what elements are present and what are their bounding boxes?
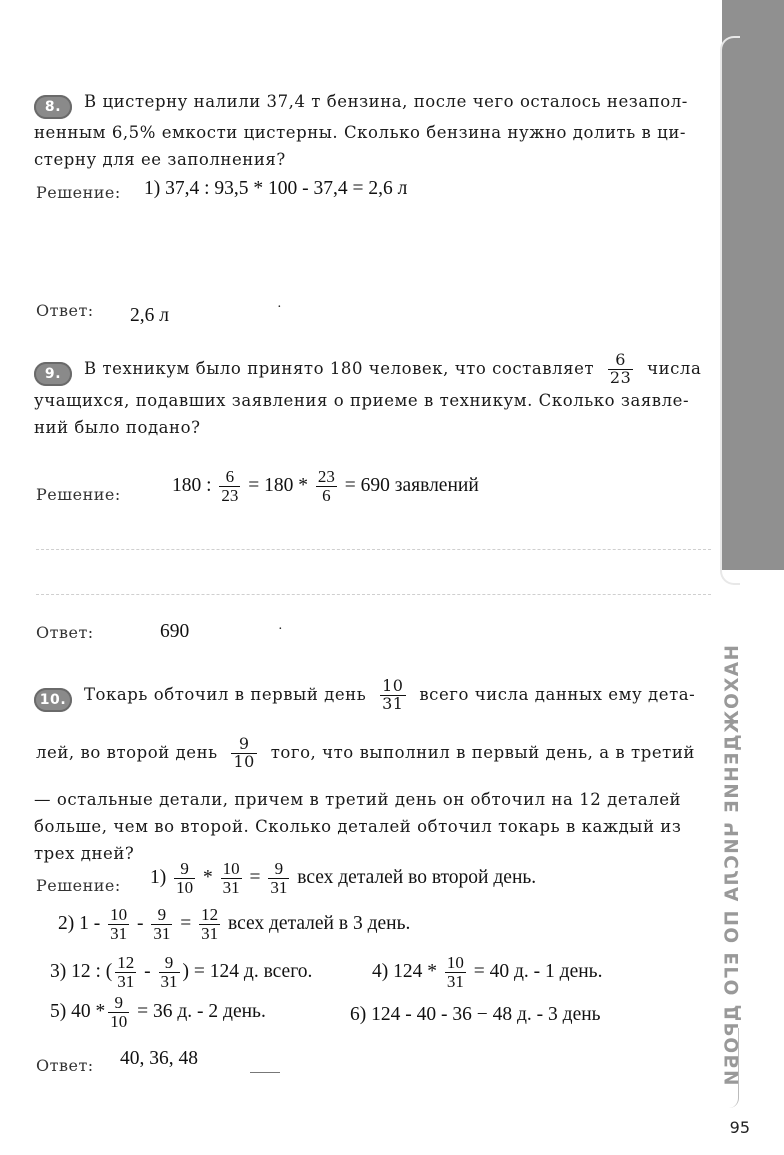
problem-9-fraction: $\frac{6}{23}$ bbox=[609, 350, 632, 387]
problem-10-line: больше, чем во второй. Сколько деталей обточил токарь в каждый из bbox=[34, 817, 682, 836]
answer-label: Ответ: bbox=[36, 301, 94, 320]
problem-10-fraction: $\frac{9}{10}$ bbox=[233, 734, 255, 771]
page-number: 95 bbox=[729, 1118, 750, 1137]
faint-ruled-line bbox=[36, 549, 711, 550]
problem-10-step-6: 6) 124 - 40 - 36 − 48 д. - 3 день bbox=[350, 1004, 601, 1025]
problem-8-line: стерну для ее заполнения? bbox=[34, 150, 286, 169]
problem-9-text bbox=[34, 352, 710, 441]
solution-label: Решение: bbox=[36, 183, 121, 202]
answer-dot: · bbox=[278, 622, 283, 637]
margin-bracket bbox=[728, 1028, 739, 1108]
problem-9-line: В техникум было принято 180 человек, что составляет bbox=[84, 358, 595, 378]
problem-10-line: — остальные детали, причем в третий день он обточил на 12 деталей bbox=[34, 790, 682, 809]
faint-ruled-line bbox=[36, 594, 711, 595]
problem-8-line: ненным 6,5% емкости цистерны. Сколько бензина нужно долить в ци- bbox=[34, 123, 687, 142]
problem-10-step-5: 5) 40 * $\frac{9}{10}$ = 36 д. - 2 день. bbox=[50, 993, 266, 1031]
problem-10-line: трех дней? bbox=[34, 844, 135, 863]
answer-dot: · bbox=[277, 300, 282, 315]
problem-9-line: учащихся, подавших заявления о приеме в техникум. Сколько заявле- bbox=[34, 390, 690, 410]
problem-8-number: 8. bbox=[34, 95, 72, 119]
problem-10-answer: 40, 36, 48 bbox=[120, 1048, 198, 1069]
problem-10-step-1: 1) $\frac{9}{10}$ * $\frac{10}{31}$ = $\frac{9}{31}$ всех деталей во второй день. bbox=[150, 859, 537, 897]
problem-10-step-3: 3) 12 : ( $\frac{12}{31}$ - $\frac{9}{31}$ ) = 124 д. всего. bbox=[50, 953, 313, 991]
problem-10-number: 10. bbox=[34, 688, 72, 712]
problem-8-solution: 1) 37,4 : 93,5 * 100 - 37,4 = 2,6 л bbox=[144, 178, 408, 199]
answer-underline bbox=[250, 1072, 280, 1073]
problem-10-fraction: $\frac{10}{31}$ bbox=[382, 676, 404, 713]
answer-label: Ответ: bbox=[36, 623, 94, 642]
problem-9-line: ний было подано? bbox=[34, 417, 201, 437]
solution-label: Решение: bbox=[36, 876, 121, 895]
problem-10-step-2: 2) 1 - $\frac{10}{31}$ - $\frac{9}{31}$ = $\frac{12}{31}$ всех деталей в 3 день. bbox=[58, 905, 411, 943]
problem-8-line: В цистерну налили 37,4 т бензина, после чего осталось незапол- bbox=[84, 92, 688, 111]
problem-10-step-4: 4) 124 * $\frac{10}{31}$ = 40 д. - 1 день. bbox=[372, 953, 603, 991]
problem-10-text bbox=[34, 786, 710, 867]
problem-9-answer: 690 bbox=[160, 621, 190, 642]
problem-8-text bbox=[34, 88, 710, 173]
problem-9-number: 9. bbox=[34, 362, 72, 386]
problem-10-line2: лей, во второй день $\frac{9}{10}$ того, что выполнил в первый день, а в третий bbox=[36, 734, 695, 771]
sidebar-tab-outline bbox=[720, 36, 740, 585]
problem-9-line-tail: числа bbox=[647, 358, 702, 378]
answer-label: Ответ: bbox=[36, 1056, 94, 1075]
solution-label: Решение: bbox=[36, 485, 121, 504]
problem-8-answer: 2,6 л bbox=[130, 305, 169, 326]
problem-10-line1: 10. Токарь обточил в первый день $\frac{10}{31}$ всего числа данных ему дета- bbox=[34, 678, 695, 726]
problem-9-solution: 180 : $\frac{6}{23}$ = 180 * $\frac{23}{6}$ = 690 заявлений bbox=[172, 467, 479, 505]
section-title: НАХОЖДЕНИЕ ЧИСЛА ПО ЕГО ДРОБИ bbox=[722, 645, 743, 1087]
